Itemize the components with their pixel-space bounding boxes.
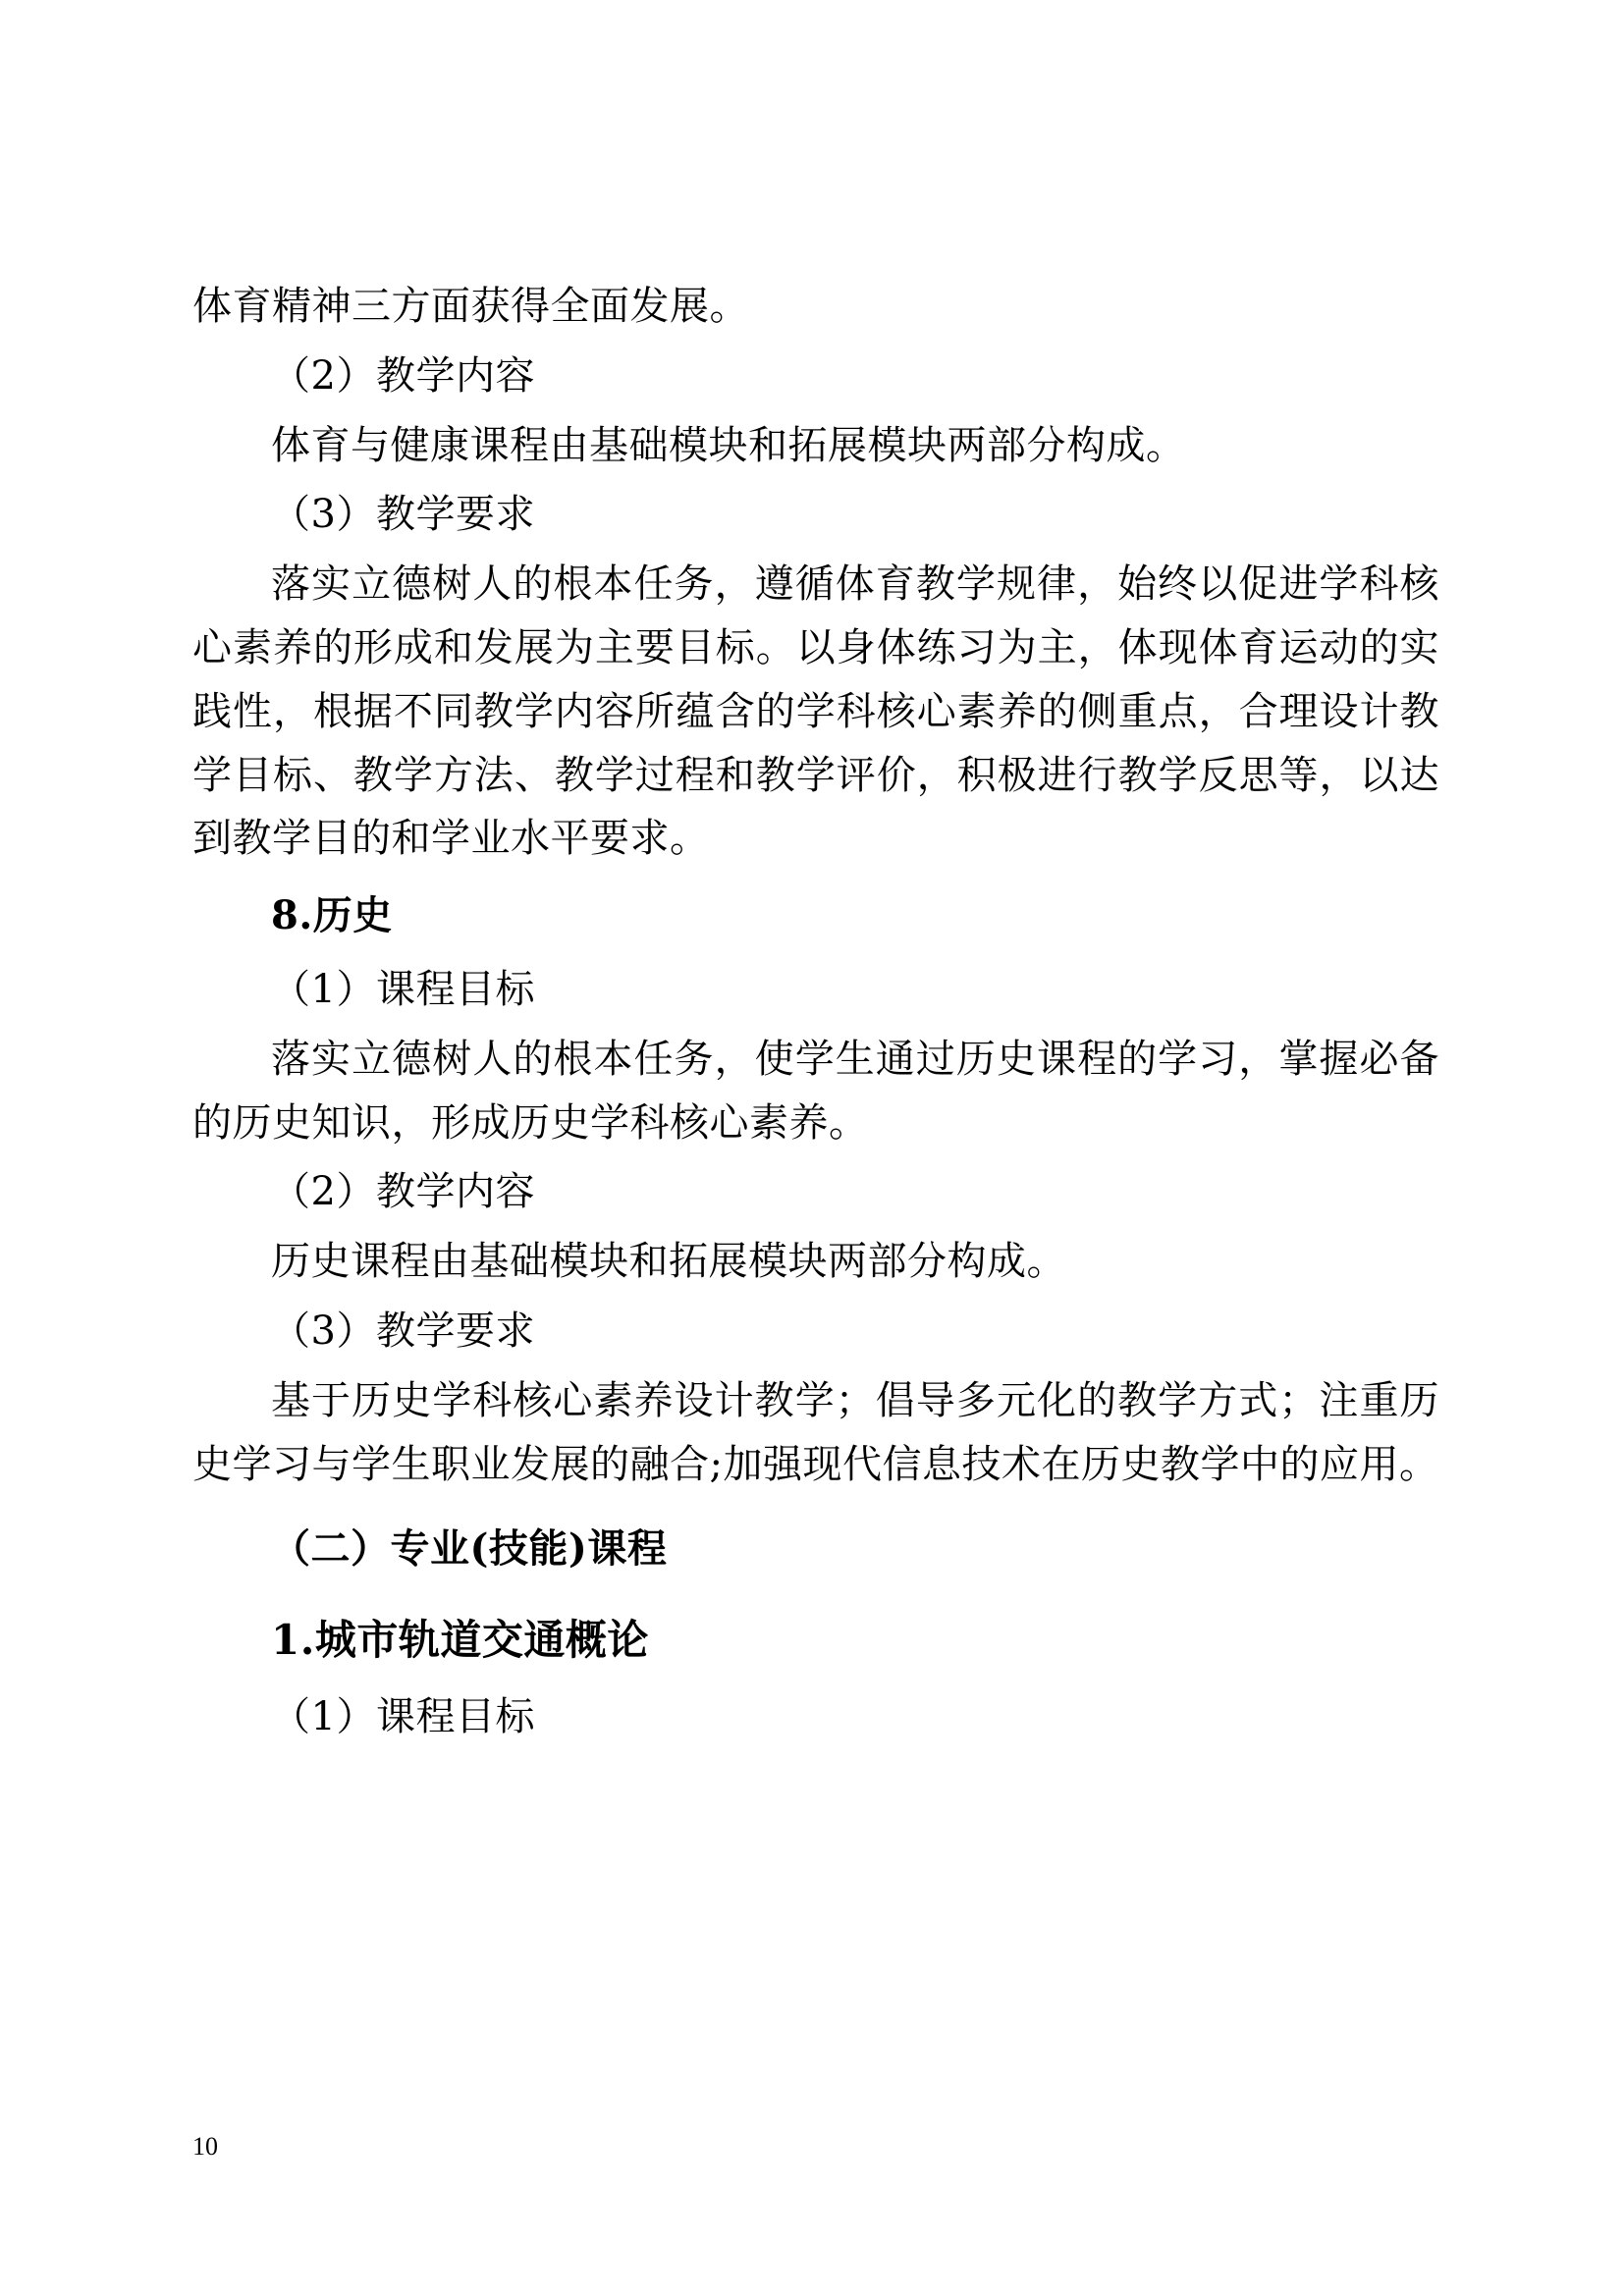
paragraph: （3）教学要求 bbox=[271, 1308, 535, 1354]
paragraph: 落实立德树人的根本任务，使学生通过历史课程的学习，掌握必备的历史知识，形成历史学科核心素养。 bbox=[192, 1036, 1439, 1146]
paragraph: （3）教学要求 bbox=[271, 492, 535, 538]
paragraph: （2）教学内容 bbox=[271, 352, 535, 399]
paragraph: （1）课程目标 bbox=[271, 966, 535, 1012]
paragraph: 体育精神三方面获得全面发展。 bbox=[192, 284, 749, 329]
page-content bbox=[192, 275, 1439, 1755]
paragraph: 体育与健康课程由基础模块和拓展模块两部分构成。 bbox=[271, 422, 1186, 468]
page-number: 10 bbox=[192, 2132, 218, 2161]
section-heading-professional-courses: （二）专业(技能)课程 bbox=[271, 1525, 668, 1573]
paragraph: 基于历史学科核心素养设计教学；倡导多元化的教学方式；注重历史学习与学生职业发展的融合;加强现代信息技术在历史教学中的应用。 bbox=[192, 1377, 1439, 1487]
section-heading-history: 8.历史 bbox=[271, 892, 393, 939]
paragraph: 落实立德树人的根本任务，遵循体育教学规律，始终以促进学科核心素养的形成和发展为主要目标。以身体练习为主，体现体育运动的实践性，根据不同教学内容所蕴含的学科核心素养的侧重点，合理设计教学目标、教学方法、教学过程和教学评价，积极进行教学反思等，以达到教学目的和学业水平要求。 bbox=[192, 561, 1439, 862]
paragraph: （1）课程目标 bbox=[271, 1694, 535, 1740]
section-heading-urban-rail-intro: 1.城市轨道交通概论 bbox=[271, 1616, 649, 1665]
paragraph: （2）教学内容 bbox=[271, 1169, 535, 1215]
paragraph: 历史课程由基础模块和拓展模块两部分构成。 bbox=[271, 1239, 1066, 1285]
